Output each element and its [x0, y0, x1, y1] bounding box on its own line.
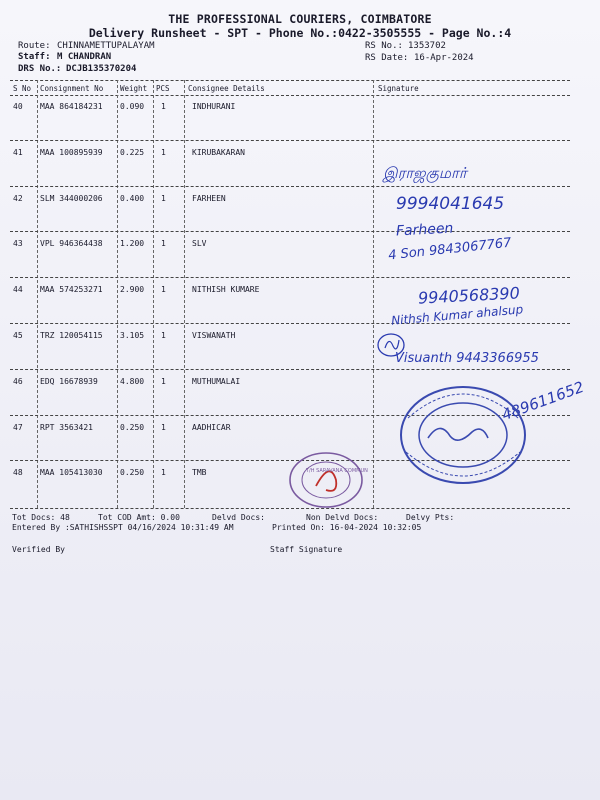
- cell-weight: 0.225: [120, 147, 145, 157]
- staff-label: Staff:: [18, 52, 51, 62]
- courier-stamp: [286, 450, 366, 510]
- delvd-docs: Delvd Docs:: [212, 513, 265, 522]
- cell-consignment-no: EDQ 16678939: [40, 376, 98, 386]
- cell-sno: 43: [13, 239, 23, 249]
- row-divider: [10, 369, 570, 370]
- staff-value: M CHANDRAN: [57, 52, 112, 62]
- col-pcs: PCS: [156, 84, 170, 93]
- cell-pcs: 1: [161, 422, 166, 432]
- handwritten-phone: 489611652: [499, 377, 587, 425]
- drs-value: DCJB135370204: [66, 64, 137, 74]
- printed-on: Printed On: 16-04-2024 10:32:05: [272, 523, 422, 532]
- cell-consignee: SLV: [192, 239, 207, 249]
- cell-pcs: 1: [161, 239, 166, 249]
- cell-pcs: 1: [161, 285, 166, 295]
- cell-weight: 1.200: [120, 239, 145, 249]
- signature-scribble: [373, 328, 413, 362]
- cell-pcs: 1: [161, 147, 166, 157]
- rs-date-label: RS Date:: [365, 53, 409, 63]
- cell-weight: 3.105: [120, 331, 145, 340]
- row-divider: [10, 140, 570, 141]
- cell-consignment-no: SLM 344000206: [40, 193, 103, 203]
- cell-consignee: NITHISH KUMARE: [192, 285, 260, 295]
- row-divider: [10, 323, 570, 324]
- cell-consignee: TMB: [192, 468, 207, 478]
- route-label: Route:: [18, 41, 51, 51]
- non-delvd-docs: Non Delvd Docs:: [306, 513, 379, 522]
- cell-consignee: FARHEEN: [192, 193, 226, 203]
- stamp-text: T/H SARAVANA COMMUN: [306, 468, 368, 474]
- cell-weight: 0.090: [120, 102, 145, 111]
- cell-consignee: KIRUBAKARAN: [192, 147, 245, 157]
- runsheet-subtitle: Delivery Runsheet - SPT - Phone No.:0422-3505555 - Page No.:4: [88, 26, 512, 40]
- entered-by: Entered By :SATHISHSSPT 04/16/2024 10:31:49 AM: [12, 523, 234, 532]
- cell-consignee: MUTHUMALAI: [192, 376, 241, 386]
- cell-weight: 4.800: [120, 376, 145, 386]
- cell-sno: 40: [13, 102, 23, 111]
- divider: [117, 80, 118, 508]
- company-seal: [388, 380, 538, 490]
- cell-consignee: AADHICAR: [192, 422, 231, 432]
- col-consignee: Consignee Details: [188, 84, 265, 93]
- cell-consignment-no: TRZ 120054115: [40, 331, 103, 340]
- cell-consignment-no: MAA 574253271: [40, 285, 103, 295]
- handwritten-phone: 9940568390: [417, 283, 521, 308]
- cell-sno: 46: [13, 376, 23, 386]
- table-header-rule: [10, 95, 570, 96]
- tot-docs: Tot Docs: 48: [12, 513, 70, 522]
- cell-weight: 0.250: [120, 468, 145, 478]
- cell-weight: 2.900: [120, 285, 145, 295]
- cell-pcs: 1: [161, 376, 166, 386]
- rs-no-value: 1353702: [408, 41, 446, 51]
- handwritten-signature: 4 Son 9843067767: [387, 235, 513, 264]
- divider: [37, 80, 38, 508]
- cell-pcs: 1: [161, 102, 166, 111]
- tot-cod: Tot COD Amt: 0.00: [98, 513, 180, 522]
- cell-sno: 45: [13, 331, 23, 340]
- cell-pcs: 1: [161, 193, 166, 203]
- cell-consignee: VISWANATH: [192, 331, 236, 340]
- cell-sno: 42: [13, 193, 23, 203]
- cell-sno: 48: [13, 468, 23, 478]
- col-weight: Weight: [120, 84, 148, 93]
- handwritten-signature: Visuanth 9443366955: [395, 351, 539, 366]
- delvy-pts: Delvy Pts:: [406, 513, 455, 522]
- cell-consignment-no: MAA 864184231: [40, 102, 103, 111]
- cell-sno: 47: [13, 422, 23, 432]
- rs-no-label: RS No.:: [365, 41, 403, 51]
- cell-pcs: 1: [161, 468, 166, 478]
- row-divider: [10, 231, 570, 232]
- route-value: CHINNAMETTUPALAYAM: [57, 41, 155, 51]
- drs-label: DRS No.:: [18, 64, 62, 74]
- row-divider: [10, 277, 570, 278]
- col-consignment: Consignment No: [40, 84, 104, 93]
- cell-weight: 0.400: [120, 193, 145, 203]
- staff-signature: Staff Signature: [270, 545, 343, 554]
- handwritten-phone: 9994041645: [396, 194, 505, 214]
- handwritten-signature: இராஜகுமார்: [383, 164, 467, 182]
- cell-consignment-no: VPL 946364438: [40, 239, 103, 249]
- cell-sno: 44: [13, 285, 23, 295]
- handwritten-signature: Farheen: [395, 220, 454, 240]
- company-title: THE PROFESSIONAL COURIERS, COIMBATORE: [168, 12, 432, 26]
- table-top-rule: [10, 80, 570, 81]
- divider: [153, 80, 154, 508]
- handwritten-signature: Nithsh Kumar ahalsup: [390, 302, 524, 328]
- cell-consignment-no: RPT 3563421: [40, 422, 93, 432]
- cell-sno: 41: [13, 147, 23, 157]
- cell-consignee: INDHURANI: [192, 102, 236, 111]
- row-divider: [10, 186, 570, 187]
- col-sno: S No: [13, 84, 32, 93]
- cell-consignment-no: MAA 100895939: [40, 147, 103, 157]
- verified-by: Verified By: [12, 545, 65, 554]
- cell-weight: 0.250: [120, 422, 145, 432]
- col-signature: Signature: [378, 84, 419, 93]
- cell-consignment-no: MAA 105413030: [40, 468, 103, 478]
- divider: [373, 80, 374, 508]
- cell-pcs: 1: [161, 331, 166, 340]
- rs-date-value: 16-Apr-2024: [414, 53, 474, 63]
- divider: [184, 80, 185, 508]
